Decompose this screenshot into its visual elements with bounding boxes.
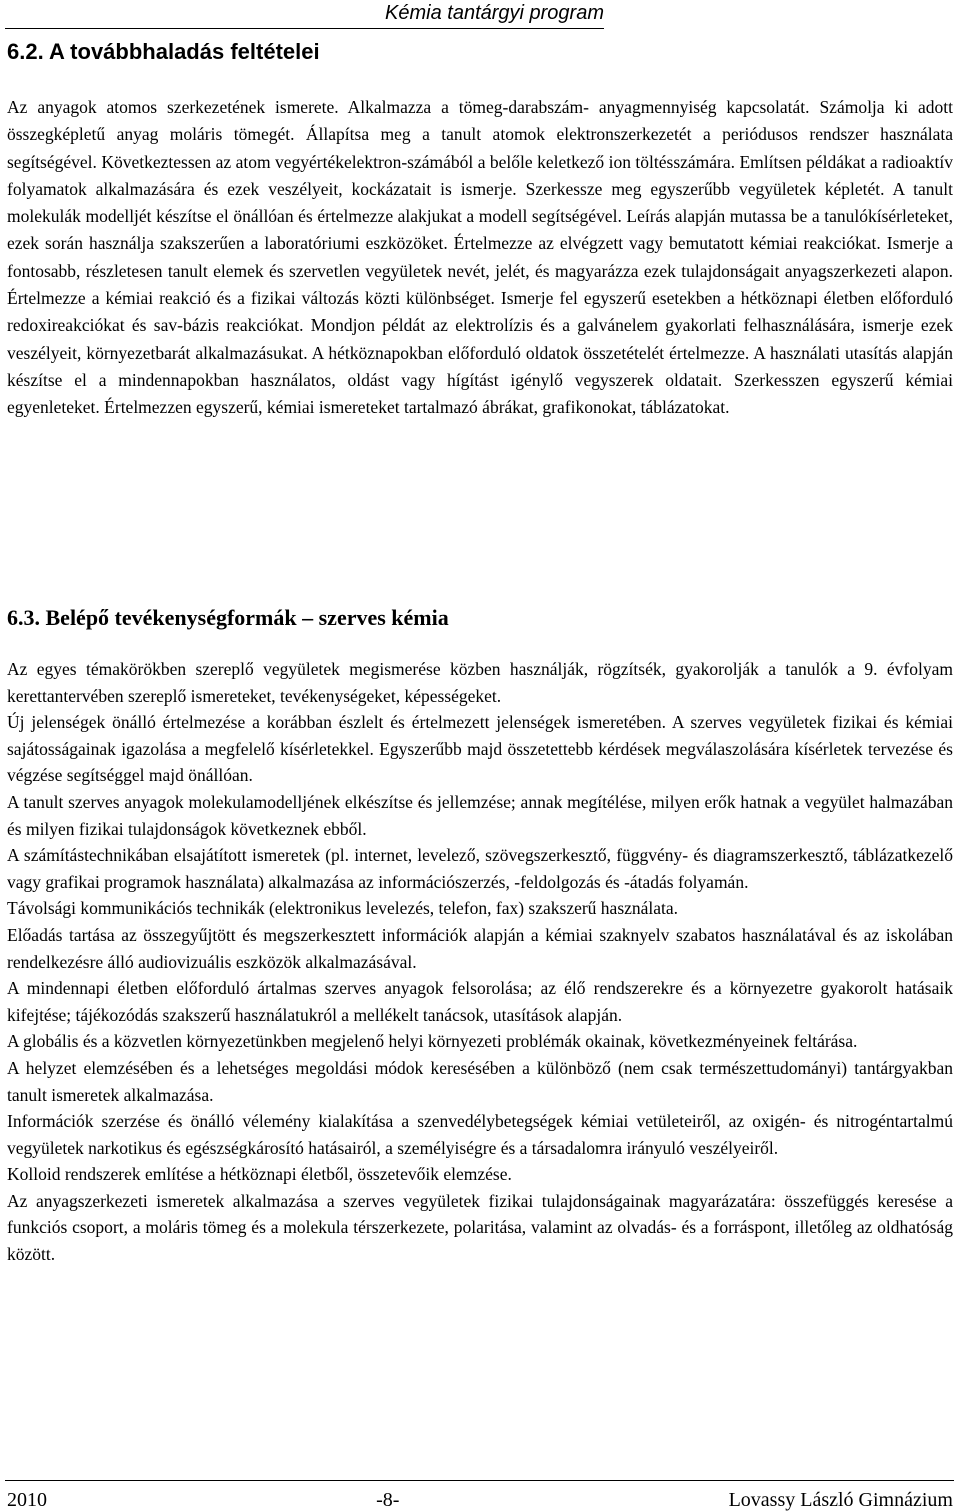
section-6-3-body — [7, 656, 953, 1268]
section-6-3-paragraph: Információk szerzése és önálló vélemény kialakítása a szenvedélybetegségek kémiai vetületeiről, az oxigén- és nitrogéntartalmú vegyületek narkotikus és egészségkárosító hatásairól, a személyiségre és a társadalomra irányuló veszélyeiről. — [7, 1111, 953, 1158]
section-6-3-paragraph: A mindennapi életben előforduló ártalmas szerves anyagok felsorolása; az élő rendszerekre és a környezetre gyakorolt hatásaik kifejtése; tájékozódás szakszerű használatukról a mellékelt tanácsok, utasítások alapján. — [7, 978, 953, 1025]
section-6-2-paragraph: Az anyagok atomos szerkezetének ismerete. Alkalmazza a tömeg-darabszám- anyagmennyiség kapcsolatát. Számolja ki adott összegképletű anyag moláris tömegét. Állapítsa meg a tanult atomok elektronszerkezetét a periódusos rendszer használata segítségével. Következtessen az atom vegyértékelektron-számából a belőle keletkező ion töltésszámára. Említsen példákat a radioaktív folyamatok alkalmazására és ezek veszélyeit, kockázatait is ismerje. Szerkessze meg egyszerűbb vegyületek képletét. A tanult molekulák modelljét készítse el önállóan és értelmezze alakjukat a modell segítségével. Leírás alapján mutassa be a tanulókísérleteket, ezek során használja szakszerűen a laboratóriumi eszközöket. Értelmezze az elvégzett vagy bemutatott kémiai reakciókat. Ismerje a fontosabb, részletesen tanult elemek és szervetlen vegyületek nevét, jelét, és magyarázza ezek tulajdonságait anyagszerkezeti alapon. Értelmezze a kémiai reakció és a fizikai változás közti különbséget. Ismerje fel egyszerű esetekben a hétköznapi életben előforduló redoxireakciókat és sav-bázis reakciókat. Mondjon példát az elektrolízis és a galvánelem gyakorlati felhasználására, ismerje ezek veszélyeit, környezetbarát alkalmazásukat. A hétköznapokban előforduló oldatok összetételét értelmezze. A használati utasítás alapján készítse el a mindennapokban használatos, oldást vagy hígítást igénylő vegyszerek oldatait. Szerkesszen egyszerű kémiai egyenleteket. Értelmezzen egyszerű, kémiai ismereteket tartalmazó ábrákat, grafikonokat, táblázatokat. — [7, 97, 953, 418]
section-6-3-paragraph: A globális és a közvetlen környezetünkben megjelenő helyi környezeti problémák okainak, következményeinek feltárása. — [7, 1031, 858, 1052]
section-6-3-paragraph: Előadás tartása az összegyűjtött és megszerkesztett információk alapján a kémiai szaknyelv szabatos használatával és az iskolában rendelkezésre álló audiovizuális eszközök alkalmazásával. — [7, 924, 953, 972]
section-6-3-paragraph: A tanult szerves anyagok molekulamodelljének elkészítse és jellemzése; annak megítélése, milyen erők hatnak a vegyület halmazában és milyen fizikai tulajdonságok következnek ebből. — [7, 791, 953, 839]
section-6-3-paragraph: Kolloid rendszerek említése a hétköznapi életből, összetevőik elemzése. — [7, 1164, 512, 1185]
section-6-3-paragraph: Az anyagszerkezeti ismeretek alkalmazása a szerves vegyületek fizikai tulajdonságainak magyarázatára: összefüggés keresése a funkciós csoport, a moláris tömeg és a molekula térszerkezete, polaritása, valamint az olvadás- és a forráspont, illetőleg az oldhatóság között. — [7, 1190, 953, 1265]
section-6-3-paragraph: Új jelenségek önálló értelmezése a korábban észlelt és értelmezett jelenségek ismeretében. A szerves vegyületek fizikai és kémiai sajátosságainak igazolása a megfelelő kísérletekkel. Egyszerűbb majd összetettebb kérdések megválaszolására kísérletek tervezése és végzése segítséggel majd önállóan. — [7, 712, 953, 786]
section-6-3-paragraph: A számítástechnikában elsajátított ismeretek (pl. internet, levelező, szövegszerkesztő, függvény- és diagramszerkesztő, táblázatkezelő vagy grafikai programok használata) alkalmazása az információszerzés, -feldolgozás és -átadás folyamán. — [7, 845, 953, 892]
running-header-title: Kémia tantárgyi program — [385, 2, 604, 24]
footer-school-name: Lovassy László Gimnázium — [728, 1489, 953, 1511]
section-6-3-paragraph: A helyzet elemzésében és a lehetséges megoldási módok keresésében a különböző (nem csak természettudományi) tantárgyakban tanult ismeretek alkalmazása. — [7, 1057, 953, 1105]
section-heading-6-3: 6.3. Belépő tevékenységformák – szerves kémia — [7, 605, 449, 630]
section-heading-6-2: 6.2. A továbbhaladás feltételei — [7, 39, 320, 64]
footer-page-number: -8- — [376, 1489, 400, 1511]
section-6-3-paragraph: Az egyes témakörökben szereplő vegyületek megismerése közben használják, rögzítsék, gyakorolják a tanulók a 9. évfolyam kerettantervében szereplő ismereteket, tevékenységeket, képességeket. — [7, 659, 953, 706]
header-rule — [5, 28, 604, 29]
footer-rule — [5, 1480, 954, 1481]
section-6-3-paragraph: Távolsági kommunikációs technikák (elektronikus levelezés, telefon, fax) szakszerű használata. — [7, 898, 679, 919]
footer-year: 2010 — [7, 1489, 47, 1511]
page-footer — [7, 1488, 953, 1512]
